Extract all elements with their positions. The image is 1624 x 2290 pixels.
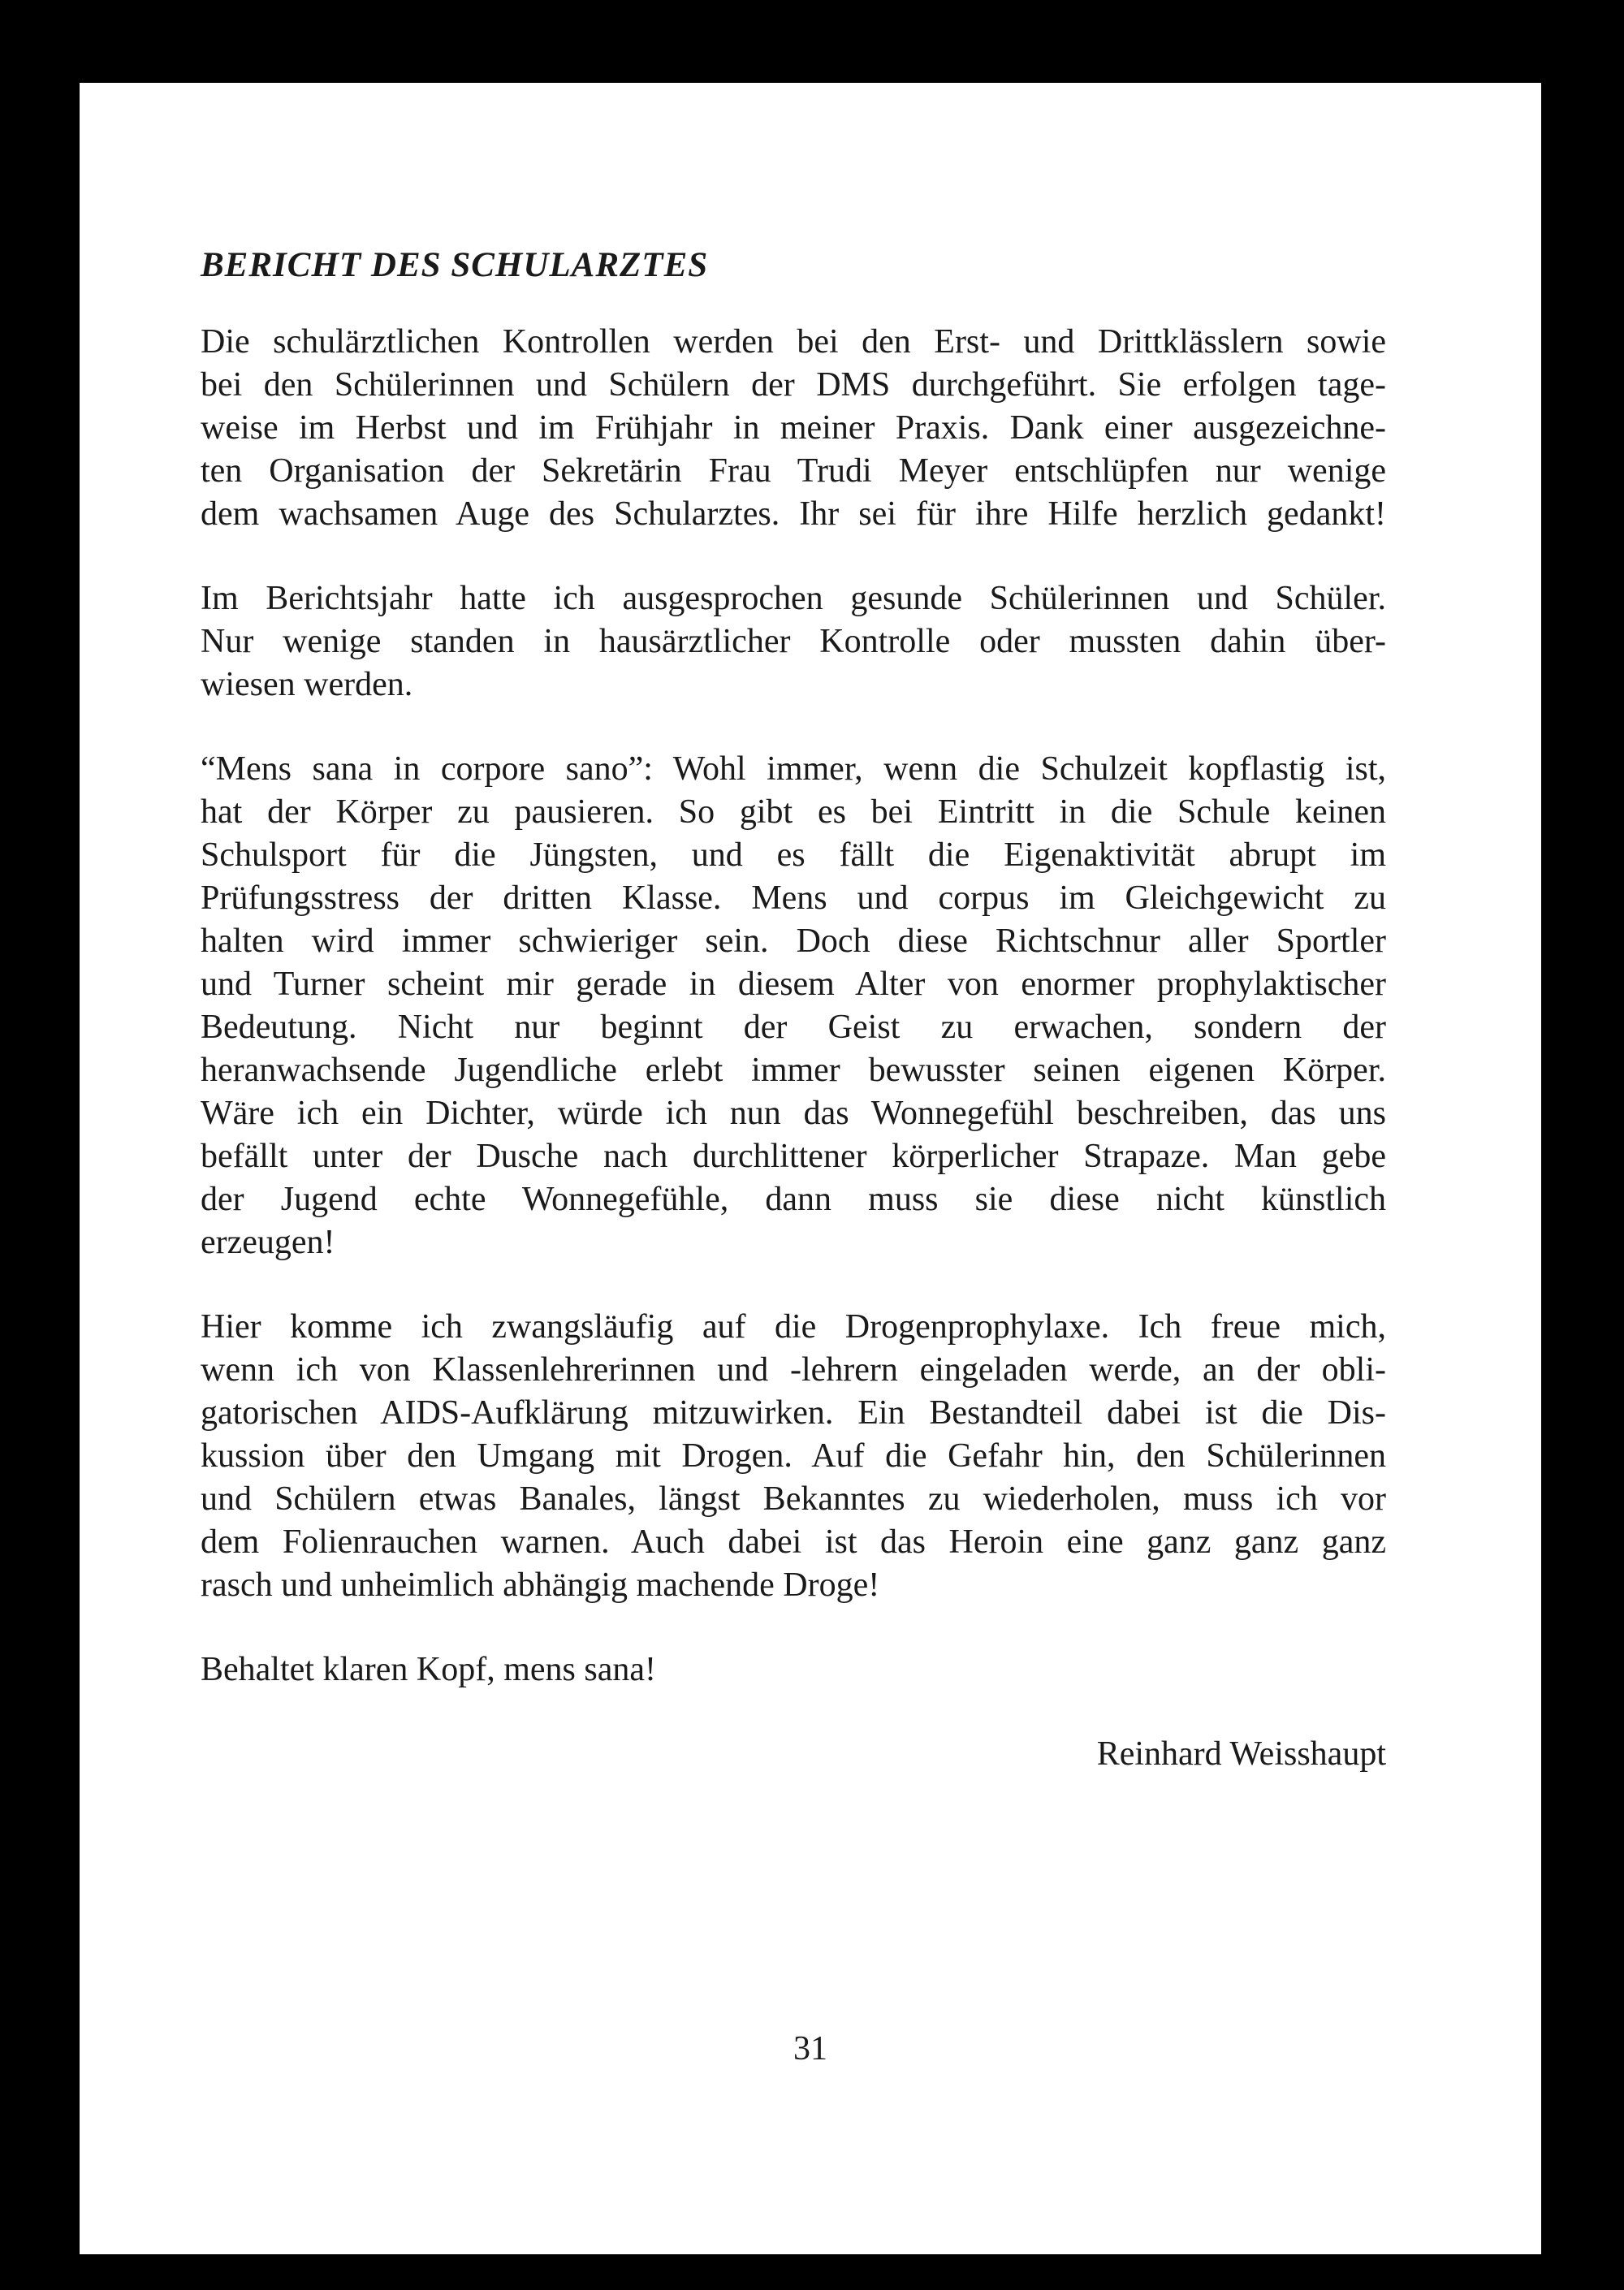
text-line: wiesen werden. bbox=[201, 666, 413, 703]
text-line: halten wird immer schwieriger sein. Doch diese Richtschnur aller Sportler bbox=[201, 922, 1386, 960]
text-line: Im Berichtsjahr hatte ich ausgesprochen gesunde Schülerinnen und Schüler. bbox=[201, 580, 1386, 617]
text-line: Die schulärztlichen Kontrollen werden bei den Erst- und Drittklässlern sowie bbox=[201, 323, 1386, 361]
text-line: und Turner scheint mir gerade in diesem Alter von enormer prophylaktischer bbox=[201, 966, 1386, 1003]
paragraph-drugs bbox=[201, 1306, 1386, 1607]
paragraph-closing bbox=[201, 1648, 1386, 1692]
text-line: Behaltet klaren Kopf, mens sana! bbox=[201, 1651, 656, 1688]
text-line: dem Folienrauchen warnen. Auch dabei ist das Heroin eine ganz ganz ganz bbox=[201, 1523, 1386, 1561]
text-line: Schulsport für die Jüngsten, und es fällt die Eigenaktivität abrupt im bbox=[201, 836, 1386, 874]
report-title: BERICHT DES SCHULARZTES bbox=[201, 246, 709, 284]
paragraph-mens-sana bbox=[201, 748, 1386, 1264]
text-line: Hier komme ich zwangsläufig auf die Drogenprophylaxe. Ich freue mich, bbox=[201, 1308, 1386, 1346]
document-page bbox=[80, 83, 1541, 2254]
page-number: 31 bbox=[793, 2030, 827, 2067]
text-line: hat der Körper zu pausieren. So gibt es bei Eintritt in die Schule keinen bbox=[201, 793, 1386, 831]
text-line: rasch und unheimlich abhängig machende Droge! bbox=[201, 1566, 880, 1604]
text-line: und Schülern etwas Banales, längst Bekanntes zu wiederholen, muss ich vor bbox=[201, 1480, 1386, 1518]
text-line: “Mens sana in corpore sano”: Wohl immer, wenn die Schulzeit kopflastig ist, bbox=[201, 750, 1386, 788]
text-line: Nur wenige standen in hausärztlicher Kontrolle oder mussten dahin über- bbox=[201, 623, 1386, 660]
text-line: bei den Schülerinnen und Schülern der DMS durchgeführt. Sie erfolgen tage- bbox=[201, 366, 1386, 404]
paragraph-health bbox=[201, 577, 1386, 706]
paragraph-intro bbox=[201, 321, 1386, 536]
text-line: Wäre ich ein Dichter, würde ich nun das Wonnegefühl beschreiben, das uns bbox=[201, 1095, 1386, 1132]
text-line: Prüfungsstress der dritten Klasse. Mens und corpus im Gleichgewicht zu bbox=[201, 879, 1386, 917]
text-line: heranwachsende Jugendliche erlebt immer bewusster seinen eigenen Körper. bbox=[201, 1052, 1386, 1089]
text-line: ten Organisation der Sekretärin Frau Trudi Meyer entschlüpfen nur wenige bbox=[201, 452, 1386, 490]
author-signature: Reinhard Weisshaupt bbox=[1096, 1735, 1386, 1773]
text-line: erzeugen! bbox=[201, 1224, 335, 1261]
text-line: gatorischen AIDS-Aufklärung mitzuwirken. Ein Bestandteil dabei ist die Dis- bbox=[201, 1394, 1386, 1432]
text-line: der Jugend echte Wonnegefühle, dann muss sie diese nicht künstlich bbox=[201, 1181, 1386, 1218]
document-body bbox=[201, 244, 1386, 1776]
text-line: kussion über den Umgang mit Drogen. Auf die Gefahr hin, den Schülerinnen bbox=[201, 1437, 1386, 1475]
text-line: wenn ich von Klassenlehrerinnen und -lehrern eingeladen werde, an der obli- bbox=[201, 1351, 1386, 1389]
text-line: befällt unter der Dusche nach durchlittener körperlicher Strapaze. Man gebe bbox=[201, 1138, 1386, 1175]
text-line: dem wachsamen Auge des Schularztes. Ihr sei für ihre Hilfe herzlich gedankt! bbox=[201, 495, 1386, 533]
text-line: weise im Herbst und im Frühjahr in meiner Praxis. Dank einer ausgezeichne- bbox=[201, 409, 1386, 447]
text-line: Bedeutung. Nicht nur beginnt der Geist zu erwachen, sondern der bbox=[201, 1009, 1386, 1046]
